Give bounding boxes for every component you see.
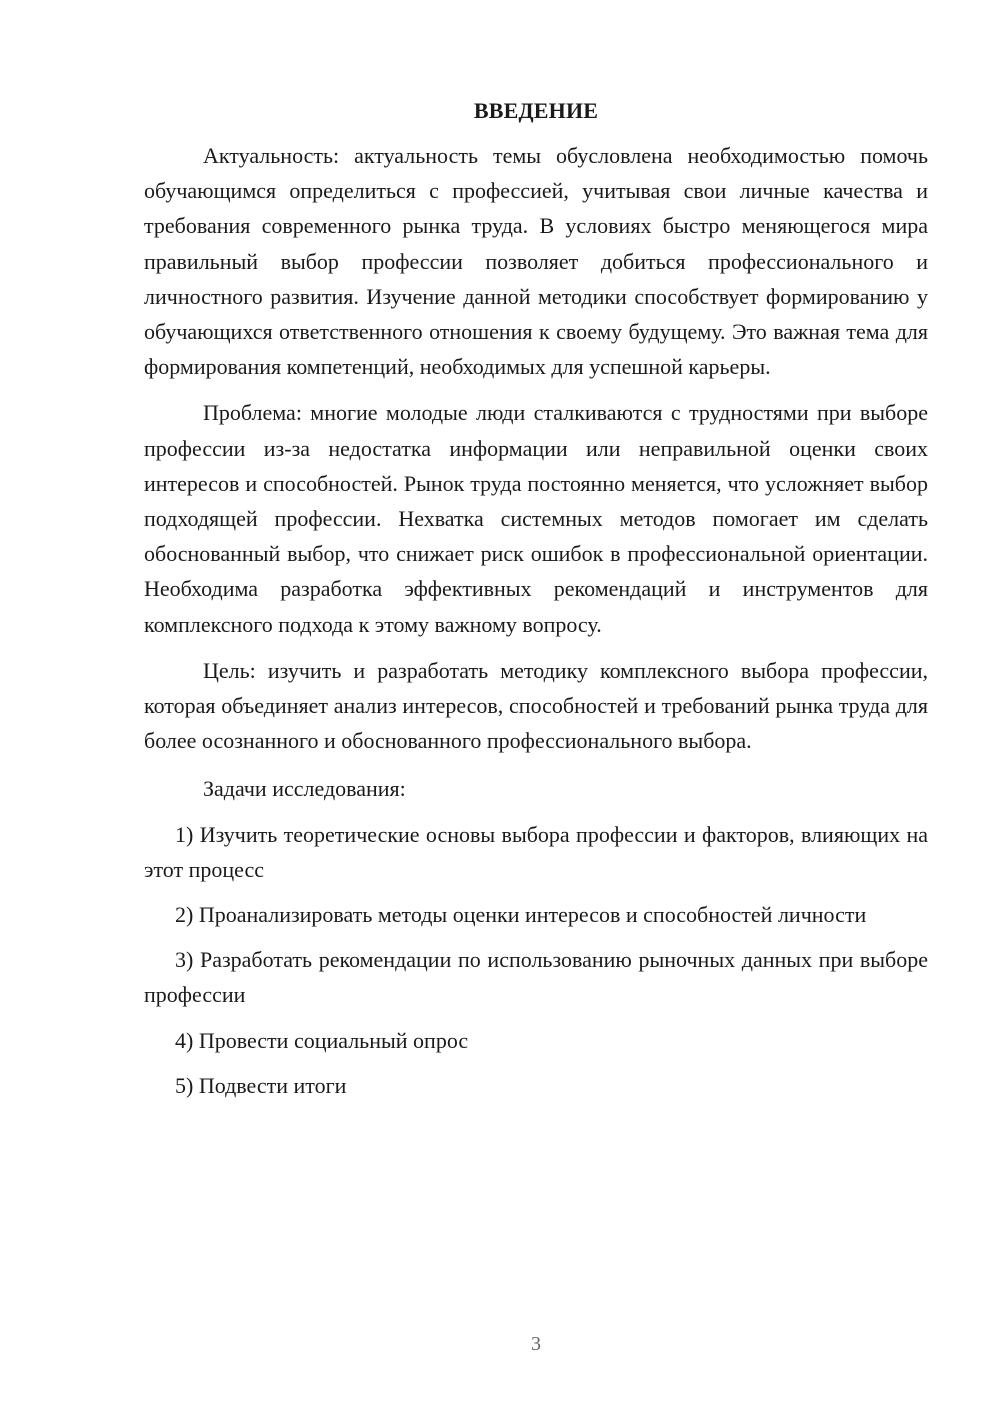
page-number: 3 (531, 1333, 541, 1355)
task-item: 2) Проанализировать методы оценки интересов и способностей личности (175, 902, 867, 928)
task-list (144, 817, 928, 1103)
task-item: 1) Изучить теоретические основы выбора профессии и факторов, влияющих на этот процесс (144, 821, 928, 882)
task-item: 4) Провести социальный опрос (175, 1027, 469, 1053)
paragraph-goal: Цель: изучить и разработать методику комплексного выбора профессии, которая объединяет анализ интересов, способностей и требований рынка труда для более осознанного и обоснованного профессионального выбора. (144, 657, 928, 754)
task-item: 3) Разработать рекомендации по использованию рыночных данных при выборе профессии (144, 947, 928, 1008)
section-title: ВВЕДЕНИЕ (473, 98, 599, 123)
paragraph-relevance: Актуальность: актуальность темы обусловлена необходимостью помочь обучающимся определиться с профессией, учитывая свои личные качества и требования современного рынка труда. В условиях быстро меняющегося мира правильный выбор профессии позволяет добиться профессионального и личностного развития. Изучение данной методики способствует формированию у обучающихся ответственного отношения к своему будущему. Это важная тема для формирования компетенций, необходимых для успешной карьеры. (144, 143, 928, 380)
task-item: 5) Подвести итоги (175, 1072, 347, 1098)
paragraph-problem: Проблема: многие молодые люди сталкиваются с трудностями при выборе профессии из-за недостатка информации или неправильной оценки своих интересов и способностей. Рынок труда постоянно меняется, что усложняет выбор подходящей профессии. Нехватка системных методов помогает им сделать обоснованный выбор, что снижает риск ошибок в профессиональной ориентации. Необходима разработка эффективных рекомендаций и инструментов для комплексного подхода к этому важному вопросу. (144, 400, 928, 637)
page-content (144, 96, 928, 1113)
tasks-heading: Задачи исследования: (203, 776, 406, 802)
